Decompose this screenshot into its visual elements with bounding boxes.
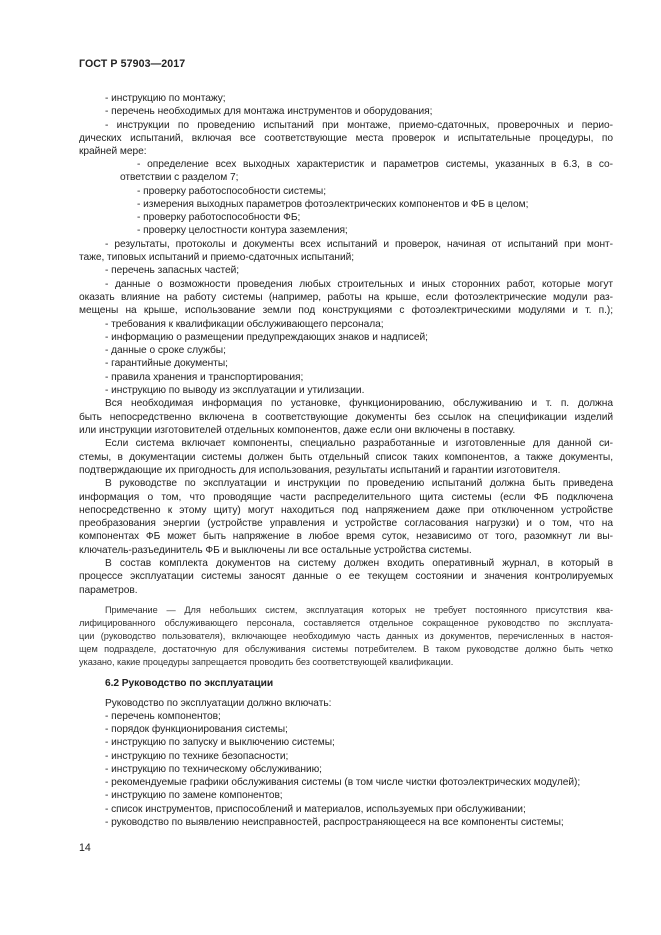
text-line: подтверждающие их пригодность для использования, результаты испытаний и гарантии изготовителя. xyxy=(79,465,561,476)
text-line: ключатель-разъединитель ФБ и выключены ли все остальные устройства системы. xyxy=(79,545,472,556)
text-line: - требования к квалификации обслуживающего персонала; xyxy=(105,319,384,330)
text-line: или инструкции изготовителей отдельных компонентов, даже если они включены в поставку. xyxy=(79,425,516,436)
text-line: таже, типовых испытаний и приемо-сдаточных испытаний; xyxy=(79,252,355,263)
text-line: - перечень необходимых для монтажа инструментов и оборудования; xyxy=(105,106,433,117)
text-line: - рекомендуемые графики обслуживания системы (в том числе чистки фотоэлектрических модулей); xyxy=(105,777,581,788)
text-line: - результаты, протоколы и документы всех испытаний и проверок, начиная от испытаний при монт- xyxy=(105,239,613,250)
text-line: информация о том, что проводящие части распределительного щита системы (если ФБ подключена xyxy=(79,492,613,503)
text-line: параметров. xyxy=(79,585,138,596)
text-line: - проверку работоспособности ФБ; xyxy=(137,212,301,223)
text-line: преобразования энергии (устройстве управления и устройстве согласования нагрузки) и о том, что на xyxy=(79,518,613,529)
note-line: ции (руководство пользователя), включающее необходимую часть данных из документов, перечисленных в настоя- xyxy=(79,631,613,641)
text-line: - список инструментов, приспособлений и материалов, используемых при обслуживании; xyxy=(105,804,526,815)
text-line: - проверку работоспособности системы; xyxy=(137,186,326,197)
text-line: процессе эксплуатации системы заносят данные о ее текущем состоянии и значения контролируемых xyxy=(79,571,613,582)
text-line: быть непосредственно включена в соответствующие документы без ссылок на спецификации изделий xyxy=(79,412,613,423)
text-line: дических испытаний, включая все соответствующие места проверок и испытательные процедуры, по xyxy=(79,133,613,144)
text-line: ответствии с разделом 7; xyxy=(120,172,239,183)
page-number: 14 xyxy=(79,842,91,854)
text-line: оказать влияние на работу системы (например, работы на крыше, если фотоэлектрические модули раз- xyxy=(79,292,613,303)
text-line: крайней мере: xyxy=(79,146,147,157)
text-line: стемы, в документации системы должен быть отдельный список таких компонентов, а также документы, xyxy=(79,452,613,463)
text-line: - инструкцию по технике безопасности; xyxy=(105,751,289,762)
section-heading: 6.2 Руководство по эксплуатации xyxy=(105,678,274,689)
text-line: - данные о сроке службы; xyxy=(105,345,226,356)
text-line: - измерения выходных параметров фотоэлектрических компонентов и ФБ в целом; xyxy=(137,199,529,210)
note-line: щем подразделе, достаточную для обслуживания системы потребителем. В таком руководстве должно быть четко xyxy=(79,644,613,654)
text-line: - проверку целостности контура заземления; xyxy=(137,225,348,236)
text-line: Руководство по эксплуатации должно включать: xyxy=(105,698,332,709)
document-code: ГОСТ Р 57903—2017 xyxy=(79,58,186,70)
text-line: - инструкцию по техническому обслуживанию; xyxy=(105,764,322,775)
text-line: - перечень компонентов; xyxy=(105,711,221,722)
text-line: - инструкцию по замене компонентов; xyxy=(105,790,283,801)
text-line: - инструкцию по монтажу; xyxy=(105,93,226,104)
text-line: мещены на крыше, использование земли под конструкциями с фотоэлектрическими модулями и т. п.); xyxy=(79,305,613,316)
text-line: - руководство по выявлению неисправностей, распространяющееся на все компоненты системы; xyxy=(105,817,564,828)
text-line: В состав комплекта документов на систему должен входить оперативный журнал, в который в xyxy=(105,558,613,569)
text-line: - инструкции по проведению испытаний при монтаже, приемо-сдаточных, проверочных и перио- xyxy=(105,120,613,131)
text-line: Вся необходимая информация по установке, функционированию, обслуживанию и т. п. должна xyxy=(105,398,613,409)
text-line: Если система включает компоненты, специально разработанные и изготовленные для данной си- xyxy=(105,438,613,449)
note-line: лифицированного обслуживающего персонала, составляется отдельное сокращенное руководство по эксплуата- xyxy=(79,618,613,628)
text-line: - инструкцию по выводу из эксплуатации и утилизации. xyxy=(105,385,365,396)
text-line: В руководстве по эксплуатации и инструкции по проведению испытаний должна быть приведена xyxy=(105,478,613,489)
text-line: - перечень запасных частей; xyxy=(105,265,240,276)
text-line: - определение всех выходных характеристик и параметров системы, указанных в 6.3, в со- xyxy=(137,159,613,170)
text-line: - правила хранения и транспортирования; xyxy=(105,372,304,383)
text-line: - порядок функционирования системы; xyxy=(105,724,288,735)
text-line: - гарантийные документы; xyxy=(105,358,228,369)
text-line: непосредственно к этому щиту) могут находиться под напряжением даже при отключенном устройстве xyxy=(79,505,613,516)
note-line: указано, какие процедуры запрещается проводить без соответствующей квалификации. xyxy=(79,657,454,667)
text-line: компонентах ФБ может быть напряжение в любое время суток, независимо от того, разомкнут ли вы- xyxy=(79,531,613,542)
note-line: Примечание — Для небольших систем, эксплуатация которых не требует постоянного присутствия ква- xyxy=(105,605,613,615)
text-line: - данные о возможности проведения любых строительных и иных сторонних работ, которые могут xyxy=(105,279,613,290)
text-line: - информацию о размещении предупреждающих знаков и надписей; xyxy=(105,332,428,343)
text-line: - инструкцию по запуску и выключению системы; xyxy=(105,737,335,748)
